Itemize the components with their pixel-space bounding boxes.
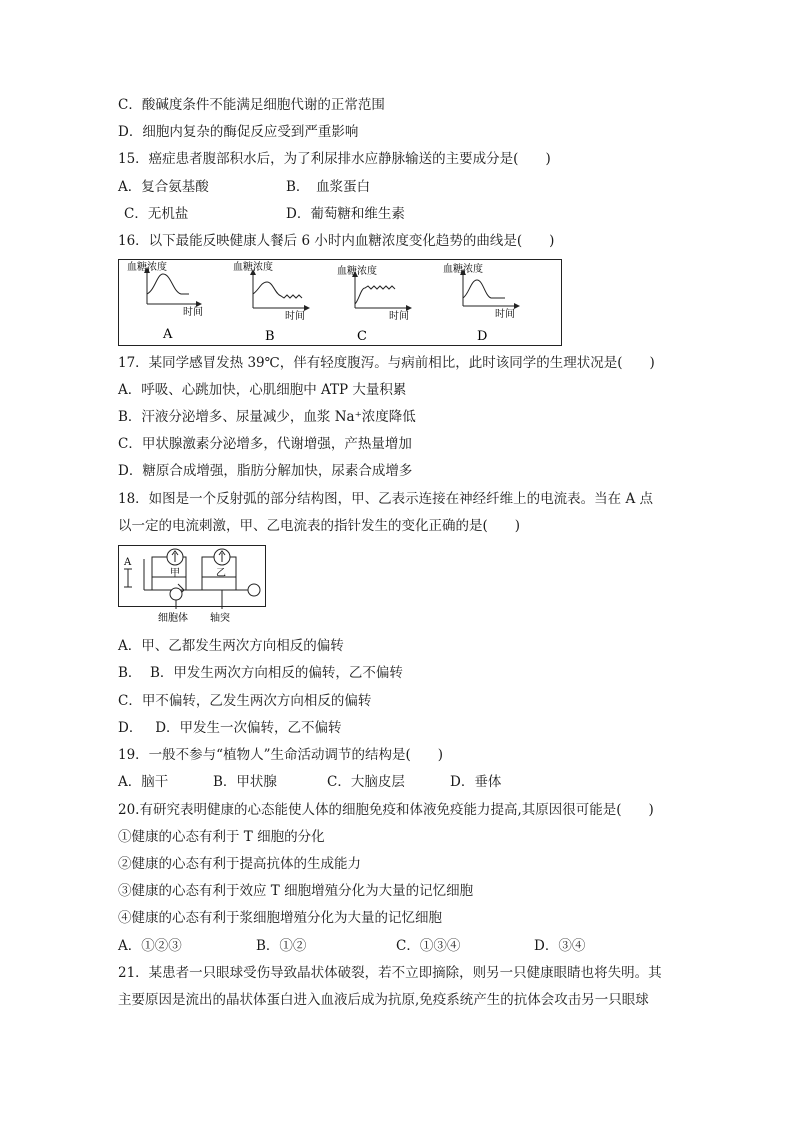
q20-statement-3: ③健康的心态有利于效应 T 细胞增殖分化为大量的记忆细胞 bbox=[118, 883, 474, 899]
q16-panel-a bbox=[127, 260, 203, 342]
q20-statement-4: ④健康的心态有利于浆细胞增殖分化为大量的记忆细胞 bbox=[118, 910, 442, 926]
svg-text:轴突: 轴突 bbox=[210, 613, 230, 624]
q15-stem: 15．癌症患者腹部积水后，为了利尿排水应静脉输送的主要成分是( ) bbox=[118, 151, 551, 167]
q15-option-a: A．复合氨基酸 bbox=[118, 179, 209, 195]
q18-option-c: C．甲不偏转，乙发生两次方向相反的偏转 bbox=[118, 693, 372, 709]
q20-option-c: C．①③④ bbox=[396, 938, 461, 954]
q15-option-c: C．无机盐 bbox=[124, 206, 189, 222]
q20-option-b: B．①② bbox=[256, 938, 307, 954]
q14-option-c: C．酸碱度条件不能满足细胞代谢的正常范围 bbox=[118, 97, 385, 113]
q20-statement-2: ②健康的心态有利于提高抗体的生成能力 bbox=[118, 856, 361, 872]
q18-stem-line2: 以一定的电流刺激，甲、乙电流表的指针发生的变化正确的是( ) bbox=[118, 518, 521, 534]
q16-panel-d bbox=[443, 262, 519, 344]
q20-stem: 20.有研究表明健康的心态能使人体的细胞免疫和体液免疫能力提高,其原因很可能是( ) bbox=[118, 802, 654, 818]
q18-option-b: B． B．甲发生两次方向相反的偏转，乙不偏转 bbox=[118, 665, 403, 681]
svg-text:乙: 乙 bbox=[216, 568, 226, 579]
svg-text:血糖浓度: 血糖浓度 bbox=[443, 264, 483, 275]
svg-text:甲: 甲 bbox=[170, 568, 180, 579]
q16-stem: 16．以下最能反映健康人餐后 6 小时内血糖浓度变化趋势的曲线是( ) bbox=[118, 233, 555, 249]
q18-figure bbox=[118, 545, 266, 627]
q16-curves-svg bbox=[119, 260, 561, 345]
svg-text:A: A bbox=[124, 557, 132, 568]
q20-option-d: D．③④ bbox=[534, 938, 586, 954]
q19-option-c: C．大脑皮层 bbox=[327, 774, 405, 790]
svg-text:C: C bbox=[357, 329, 367, 344]
q21-stem-line2: 主要原因是流出的晶状体蛋白进入血液后成为抗原,免疫系统产生的抗体会攻击另一只眼球 bbox=[118, 992, 649, 1008]
q21-stem-line1: 21．某患者一只眼球受伤导致晶状体破裂，若不立即摘除，则另一只健康眼睛也将失明。其 bbox=[118, 965, 662, 981]
svg-text:时间: 时间 bbox=[389, 311, 409, 322]
q17-option-d: D．糖原合成增强，脂肪分解加快，尿素合成增多 bbox=[118, 463, 413, 479]
q14-option-d: D．细胞内复杂的酶促反应受到严重影响 bbox=[118, 124, 359, 140]
svg-text:时间: 时间 bbox=[495, 309, 515, 320]
svg-text:A: A bbox=[163, 327, 173, 342]
svg-text:时间: 时间 bbox=[285, 311, 305, 322]
svg-text:血糖浓度: 血糖浓度 bbox=[233, 262, 273, 273]
q18-option-d: D． D．甲发生一次偏转，乙不偏转 bbox=[118, 720, 342, 736]
svg-text:D: D bbox=[477, 329, 488, 344]
q18-stem-line1: 18．如图是一个反射弧的部分结构图，甲、乙表示连接在神经纤维上的电流表。当在 A 点 bbox=[118, 491, 654, 507]
q19-option-a: A．脑干 bbox=[118, 774, 169, 790]
q19-option-d: D．垂体 bbox=[450, 774, 502, 790]
q18-option-a: A．甲、乙都发生两次方向相反的偏转 bbox=[118, 638, 344, 654]
q16-panel-b bbox=[233, 260, 309, 344]
q17-stem: 17．某同学感冒发热 39℃，伴有轻度腹泻。与病前相比，此时该同学的生理状况是( ) bbox=[118, 355, 655, 371]
svg-text:血糖浓度: 血糖浓度 bbox=[337, 266, 377, 277]
q17-option-a: A．呼吸、心跳加快，心肌细胞中 ATP 大量积累 bbox=[118, 382, 407, 398]
q17-option-c: C．甲状腺激素分泌增多，代谢增强，产热量增加 bbox=[118, 436, 412, 452]
q15-option-b: B． 血浆蛋白 bbox=[286, 179, 371, 195]
q18-reflex-arc-svg bbox=[118, 545, 266, 627]
svg-text:B: B bbox=[265, 329, 275, 344]
q19-stem: 19．一般不参与“植物人”生命活动调节的结构是( ) bbox=[118, 747, 444, 763]
q17-option-b: B．汗液分泌增多、尿量减少，血浆 Na⁺浓度降低 bbox=[118, 409, 416, 425]
q20-option-a: A．①②③ bbox=[118, 938, 182, 954]
q19-option-b: B．甲状腺 bbox=[213, 774, 277, 790]
svg-text:时间: 时间 bbox=[183, 307, 203, 318]
q16-panel-c bbox=[337, 264, 411, 344]
q16-figure bbox=[118, 259, 562, 346]
q20-statement-1: ①健康的心态有利于 T 细胞的分化 bbox=[118, 829, 325, 845]
svg-text:血糖浓度: 血糖浓度 bbox=[127, 262, 167, 273]
svg-text:细胞体: 细胞体 bbox=[158, 613, 188, 624]
q15-option-d: D．葡萄糖和维生素 bbox=[286, 206, 405, 222]
